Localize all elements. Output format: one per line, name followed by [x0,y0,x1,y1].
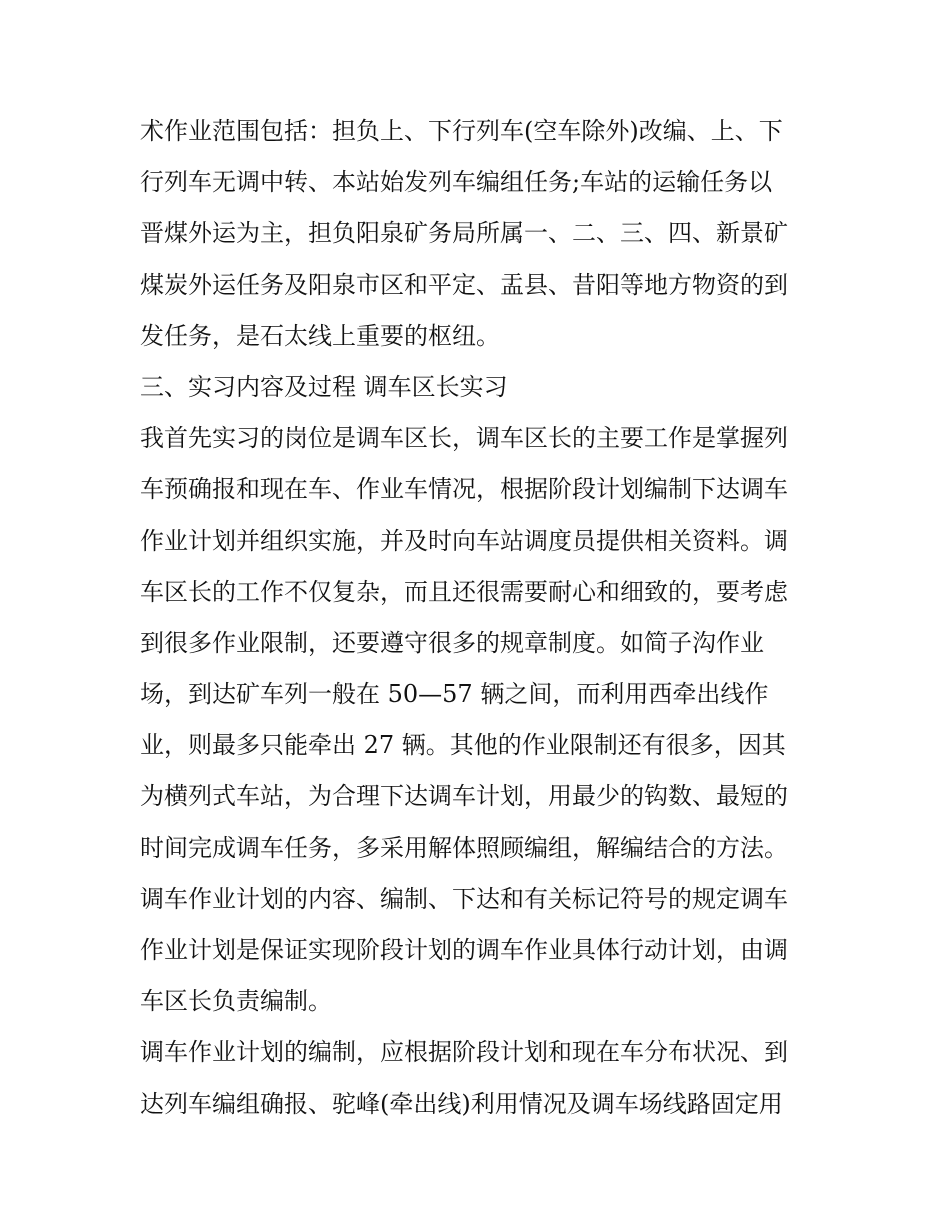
text-line: 术作业范围包括：担负上、下行列车(空车除外)改编、上、下 [140,117,783,145]
text-line: 车区长的工作不仅复杂，而且还很需要耐心和细致的，要考虑 [140,577,788,606]
text-line: 车预确报和现在车、作业车情况，根据阶段计划编制下达调车 [140,475,788,504]
text-line: 我首先实习的岗位是调车区长，调车区长的主要工作是掌握列 [140,424,788,453]
text-line: 煤炭外运任务及阳泉市区和平定、盂县、昔阳等地方物资的到 [140,270,788,299]
text-line: 车区长负责编制。 [140,987,332,1016]
text-line: 为横列式车站，为合理下达调车计划，用最少的钩数、最短的 [140,782,788,811]
text-line: 调车作业计划的内容、编制、下达和有关标记符号的规定调车 [140,884,788,913]
text-line: 时间完成调车任务，多采用解体照顾编组，解编结合的方法。 [140,833,788,862]
section-heading: 三、实习内容及过程 调车区长实习 [140,372,508,401]
document-body [140,106,830,1130]
text-line: 场，到达矿车列一般在 50—57 辆之间，而利用西牵出线作 [140,680,769,709]
text-line: 作业计划并组织实施，并及时向车站调度员提供相关资料。调 [140,526,788,555]
text-line: 行列车无调中转、本站始发列车编组任务;车站的运输任务以 [140,168,773,197]
text-line: 晋煤外运为主，担负阳泉矿务局所属一、二、三、四、新景矿 [140,219,788,248]
text-line: 到很多作业限制，还要遵守很多的规章制度。如简子沟作业 [140,628,764,657]
text-line: 作业计划是保证实现阶段计划的调车作业具体行动计划，由调 [140,936,788,964]
text-line: 业，则最多只能牵出 27 辆。其他的作业限制还有很多，因其 [140,731,786,760]
text-line: 调车作业计划的编制，应根据阶段计划和现在车分布状况、到 [140,1038,788,1067]
text-line: 发任务，是石太线上重要的枢纽。 [140,321,500,350]
text-line: 达列车编组确报、驼峰(牵出线)利用情况及调车场线路固定用 [140,1089,783,1118]
